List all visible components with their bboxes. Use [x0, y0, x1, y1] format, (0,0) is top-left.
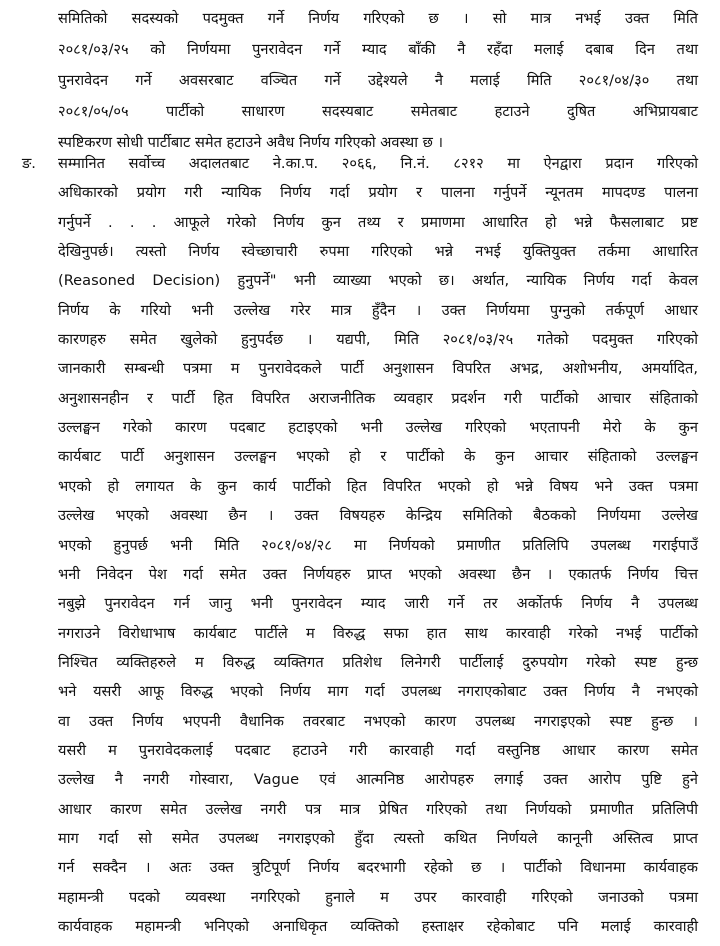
- paragraph-1-line: स्पष्टिकरण सोधी पार्टीबाट समेत हटाउने अवैध निर्णय गरिएको अवस्था छ ।: [58, 134, 444, 151]
- paragraph-2-line: भएको हो लगायत के कुन कार्य पार्टीको हित विपरित भएको हो भन्ने विषय भने उक्त पत्रमा: [58, 477, 698, 495]
- paragraph-2-line: भने यसरी आफू विरुद्ध भएको निर्णय माग गर्दा उपलब्ध नगराएकोबाट उक्त निर्णय नै नभएको: [58, 683, 698, 701]
- paragraph-2-line: उल्लङ्घन गरेको कारण पदबाट हटाइएको भनी उल्लेख गरिएको भएतापनी मेरो के कुन: [58, 419, 698, 437]
- paragraph-2-marker: ङ.: [22, 155, 36, 172]
- paragraph-2-line: गर्न सक्दैन । अतः उक्त त्रुटिपूर्ण निर्णय बदरभागी रहेको छ । पार्टीको विधानमा कार्यवाहक: [58, 859, 698, 877]
- paragraph-2-line: माग गर्दा सो समेत उपलब्ध नगराइएको हुँदा त्यस्तो कथित निर्णयले कानूनी अस्तित्व प्राप्त: [58, 829, 698, 847]
- paragraph-2-line: नबुझे पुनरावेदन गर्न जानु भनी पुनरावेदन म्याद जारी गर्ने तर अर्कोतर्फ निर्णय नै उपलब्ध: [58, 595, 698, 613]
- paragraph-2-line: उल्लेख नै नगरी गोस्वारा, Vague एवं आत्मनिष्ठ आरोपहरु लगाई उक्त आरोप पुष्टि हुने: [58, 771, 698, 789]
- paragraph-2-line: आधार कारण समेत उल्लेख नगरी पत्र मात्र प्रेषित गरिएको तथा निर्णयको प्रमाणीत प्रतिलिपी: [58, 800, 698, 818]
- paragraph-2-line: वा उक्त निर्णय भएपनी वैधानिक तवरबाट नभएको कारण उपलब्ध नगराइएको स्पष्ट हुन्छ ।: [58, 712, 698, 730]
- paragraph-2-line: भनी निवेदन पेश गर्दा समेत उक्त निर्णयहरु प्राप्त भएको अवस्था छैन । एकातर्फ निर्णय चित्त: [58, 565, 698, 583]
- paragraph-2-line: देखिनुपर्छ। त्यस्तो निर्णय स्वेच्छाचारी रुपमा गरिएको भन्ने नभई युक्तियुक्त तर्कमा आधारित: [58, 243, 698, 261]
- paragraph-2-line: निर्णय के गरियो भनी उल्लेख गरेर मात्र हुँदैन । उक्त निर्णयमा पुग्नुको तर्कपूर्ण आधार: [58, 301, 698, 319]
- paragraph-2-line: भएको हुनुपर्छ भनी मिति २०८१/०४/२८ मा निर्णयको प्रमाणीत प्रतिलिपि उपलब्ध गराईपाउँ: [58, 536, 698, 554]
- paragraph-2-line: अनुशासनहीन र पार्टी हित विपरित अराजनीतिक व्यवहार प्रदर्शन गरी पार्टीको आचार संहिताको: [58, 389, 698, 407]
- paragraph-2-line: निश्चित व्यक्तिहरुले म विरुद्ध व्यक्तिगत प्रतिशेध लिनेगरी पार्टीलाई दुरुपयोग गरेको स्पष्ट हुन्छ: [58, 653, 698, 671]
- paragraph-2-line: अधिकारको प्रयोग गरी न्यायिक निर्णय गर्दा प्रयोग र पालना गर्नुपर्ने न्यूनतम मापदण्ड पालना: [58, 184, 698, 202]
- paragraph-2-line: गर्नुपर्ने . . . आफूले गरेको निर्णय कुन तथ्य र प्रमाणमा आधारित हो भन्ने फैसलाबाट प्रष्ट: [58, 213, 698, 231]
- paragraph-2-line: कारणहरु समेत खुलेको हुनुपर्दछ । यद्यपी, मिति २०८१/०३/२५ गतेको पदमुक्त गरिएको: [58, 331, 698, 349]
- paragraph-2-line: सम्मानित सर्वोच्च अदालतबाट ने.का.प. २०६६, नि.नं. ८२१२ मा ऐनद्वारा प्रदान गरिएको: [58, 155, 698, 172]
- paragraph-2-line: कार्यवाहक महामन्त्री भनिएको अनाधिकृत व्यक्तिको हस्ताक्षर रहेकोबाट पनि मलाई कारवाही: [58, 918, 698, 935]
- paragraph-1-line: २०८१/०३/२५ को निर्णयमा पुनरावेदन गर्ने म्याद बाँकी नै रहँदा मलाई दबाब दिन तथा: [58, 41, 698, 58]
- paragraph-1-line: २०८१/०५/०५ पार्टीको साधारण सदस्यबाट समेतबाट हटाउने दुषित अभिप्रायबाट: [58, 103, 698, 120]
- paragraph-2-line: महामन्त्री पदको व्यवस्था नगरिएको हुनाले म उपर कारवाही गरिएको जनाउको पत्रमा: [58, 888, 698, 906]
- paragraph-1-line: समितिको सदस्यको पदमुक्त गर्ने निर्णय गरिएको छ । सो मात्र नभई उक्त मिति: [58, 10, 698, 27]
- paragraph-2-line: (Reasoned Decision) हुनुपर्ने" भनी व्याख्या भएको छ। अर्थात, न्यायिक निर्णय गर्दा केवल: [58, 272, 698, 290]
- paragraph-2-line: जानकारी सम्बन्धी पत्रमा म पुनरावेदकले पार्टी अनुशासन विपरित अभद्र, अशोभनीय, अमर्यादित,: [58, 360, 698, 378]
- paragraph-2-line: कार्यबाट पार्टी अनुशासन उल्लङ्घन भएको हो र पार्टीको के कुन आचार संहिताको उल्लङ्घन: [58, 448, 698, 466]
- paragraph-1-line: पुनरावेदन गर्ने अवसरबाट वञ्चित गर्ने उद्देश्यले नै मलाई मिति २०८१/०४/३० तथा: [58, 72, 698, 89]
- paragraph-2-line: नगराउने विरोधाभाष कार्यबाट पार्टीले म विरुद्ध सफा हात साथ कारवाही गरेको नभई पार्टीको: [58, 624, 698, 642]
- paragraph-2-line: यसरी म पुनरावेदकलाई पदबाट हटाउने गरी कारवाही गर्दा वस्तुनिष्ठ आधार कारण समेत: [58, 741, 698, 759]
- paragraph-2-line: उल्लेख भएको अवस्था छैन । उक्त विषयहरु केन्द्रिय समितिको बैठकको निर्णयमा उल्लेख: [58, 507, 698, 525]
